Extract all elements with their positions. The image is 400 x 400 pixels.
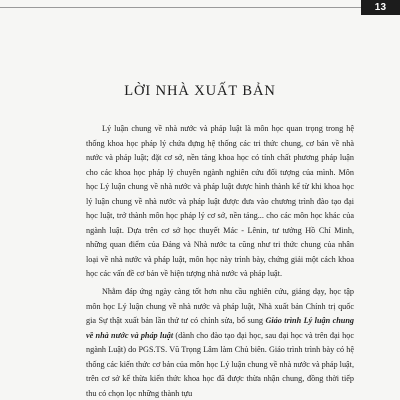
textbook-title-emphasis: Giáo trình Lý luận chung về nhà nước và pháp luật: [86, 316, 354, 340]
paragraph-2: [86, 285, 354, 400]
body-text: [86, 122, 354, 400]
paragraph-2-rest: (dành cho đào tạo đại học, sau đại học và trên đại học ngành Luật) do PGS.TS. Vũ Trọng Lâm làm Chủ biên. Giáo trình trình bày có hệ thống các kiến thức cơ bản của môn học Lý luận chung về nhà nước và pháp luật, trên cơ sở kế thừa kiến thức khoa học đã được thừa nhận chung, đồng thời tiếp thu có chọn lọc những thành tựu: [86, 330, 354, 398]
paragraph-2-lead: Nhằm đáp ứng ngày càng tốt hơn nhu cầu nghiên cứu, giảng dạy, học tập môn học Lý luận chung về nhà nước và pháp luật, Nhà xuất bản Chính trị quốc gia Sự thật xuất bản lần thứ tư có chỉnh sửa, bổ sung: [86, 287, 354, 326]
paragraph-1: Lý luận chung về nhà nước và pháp luật là môn học quan trọng trong hệ thống khoa học pháp lý chứa đựng hệ thống các tri thức chung, cơ bản về nhà nước và pháp luật; đặt cơ sở, nền tảng khoa học có tính chất phương pháp luận cho các khoa học pháp lý chuyên ngành nghiên cứu đối tượng của mình. Môn học Lý luận chung về nhà nước và pháp luật được hình thành kể từ khi khoa học lý luận chung về nhà nước và pháp luật được đưa vào chương trình đào tạo đại học luật, trở thành môn học pháp lý cơ sở, nền tảng... cho các môn học khác của ngành luật. Dựa trên cơ sở học thuyết Mác - Lênin, tư tưởng Hồ Chí Minh, những quan điểm của Đảng và Nhà nước ta cũng như tri thức chung của nhân loại về nhà nước và pháp luật, môn học này trình bày, chứng giải một cách khoa học các vấn đề cơ bản về hiện tượng nhà nước và pháp luật.: [86, 124, 354, 279]
page-title: LỜI NHÀ XUẤT BẢN: [124, 83, 276, 99]
header-rule: [0, 7, 361, 8]
page-number-tab: 13: [361, 0, 400, 15]
